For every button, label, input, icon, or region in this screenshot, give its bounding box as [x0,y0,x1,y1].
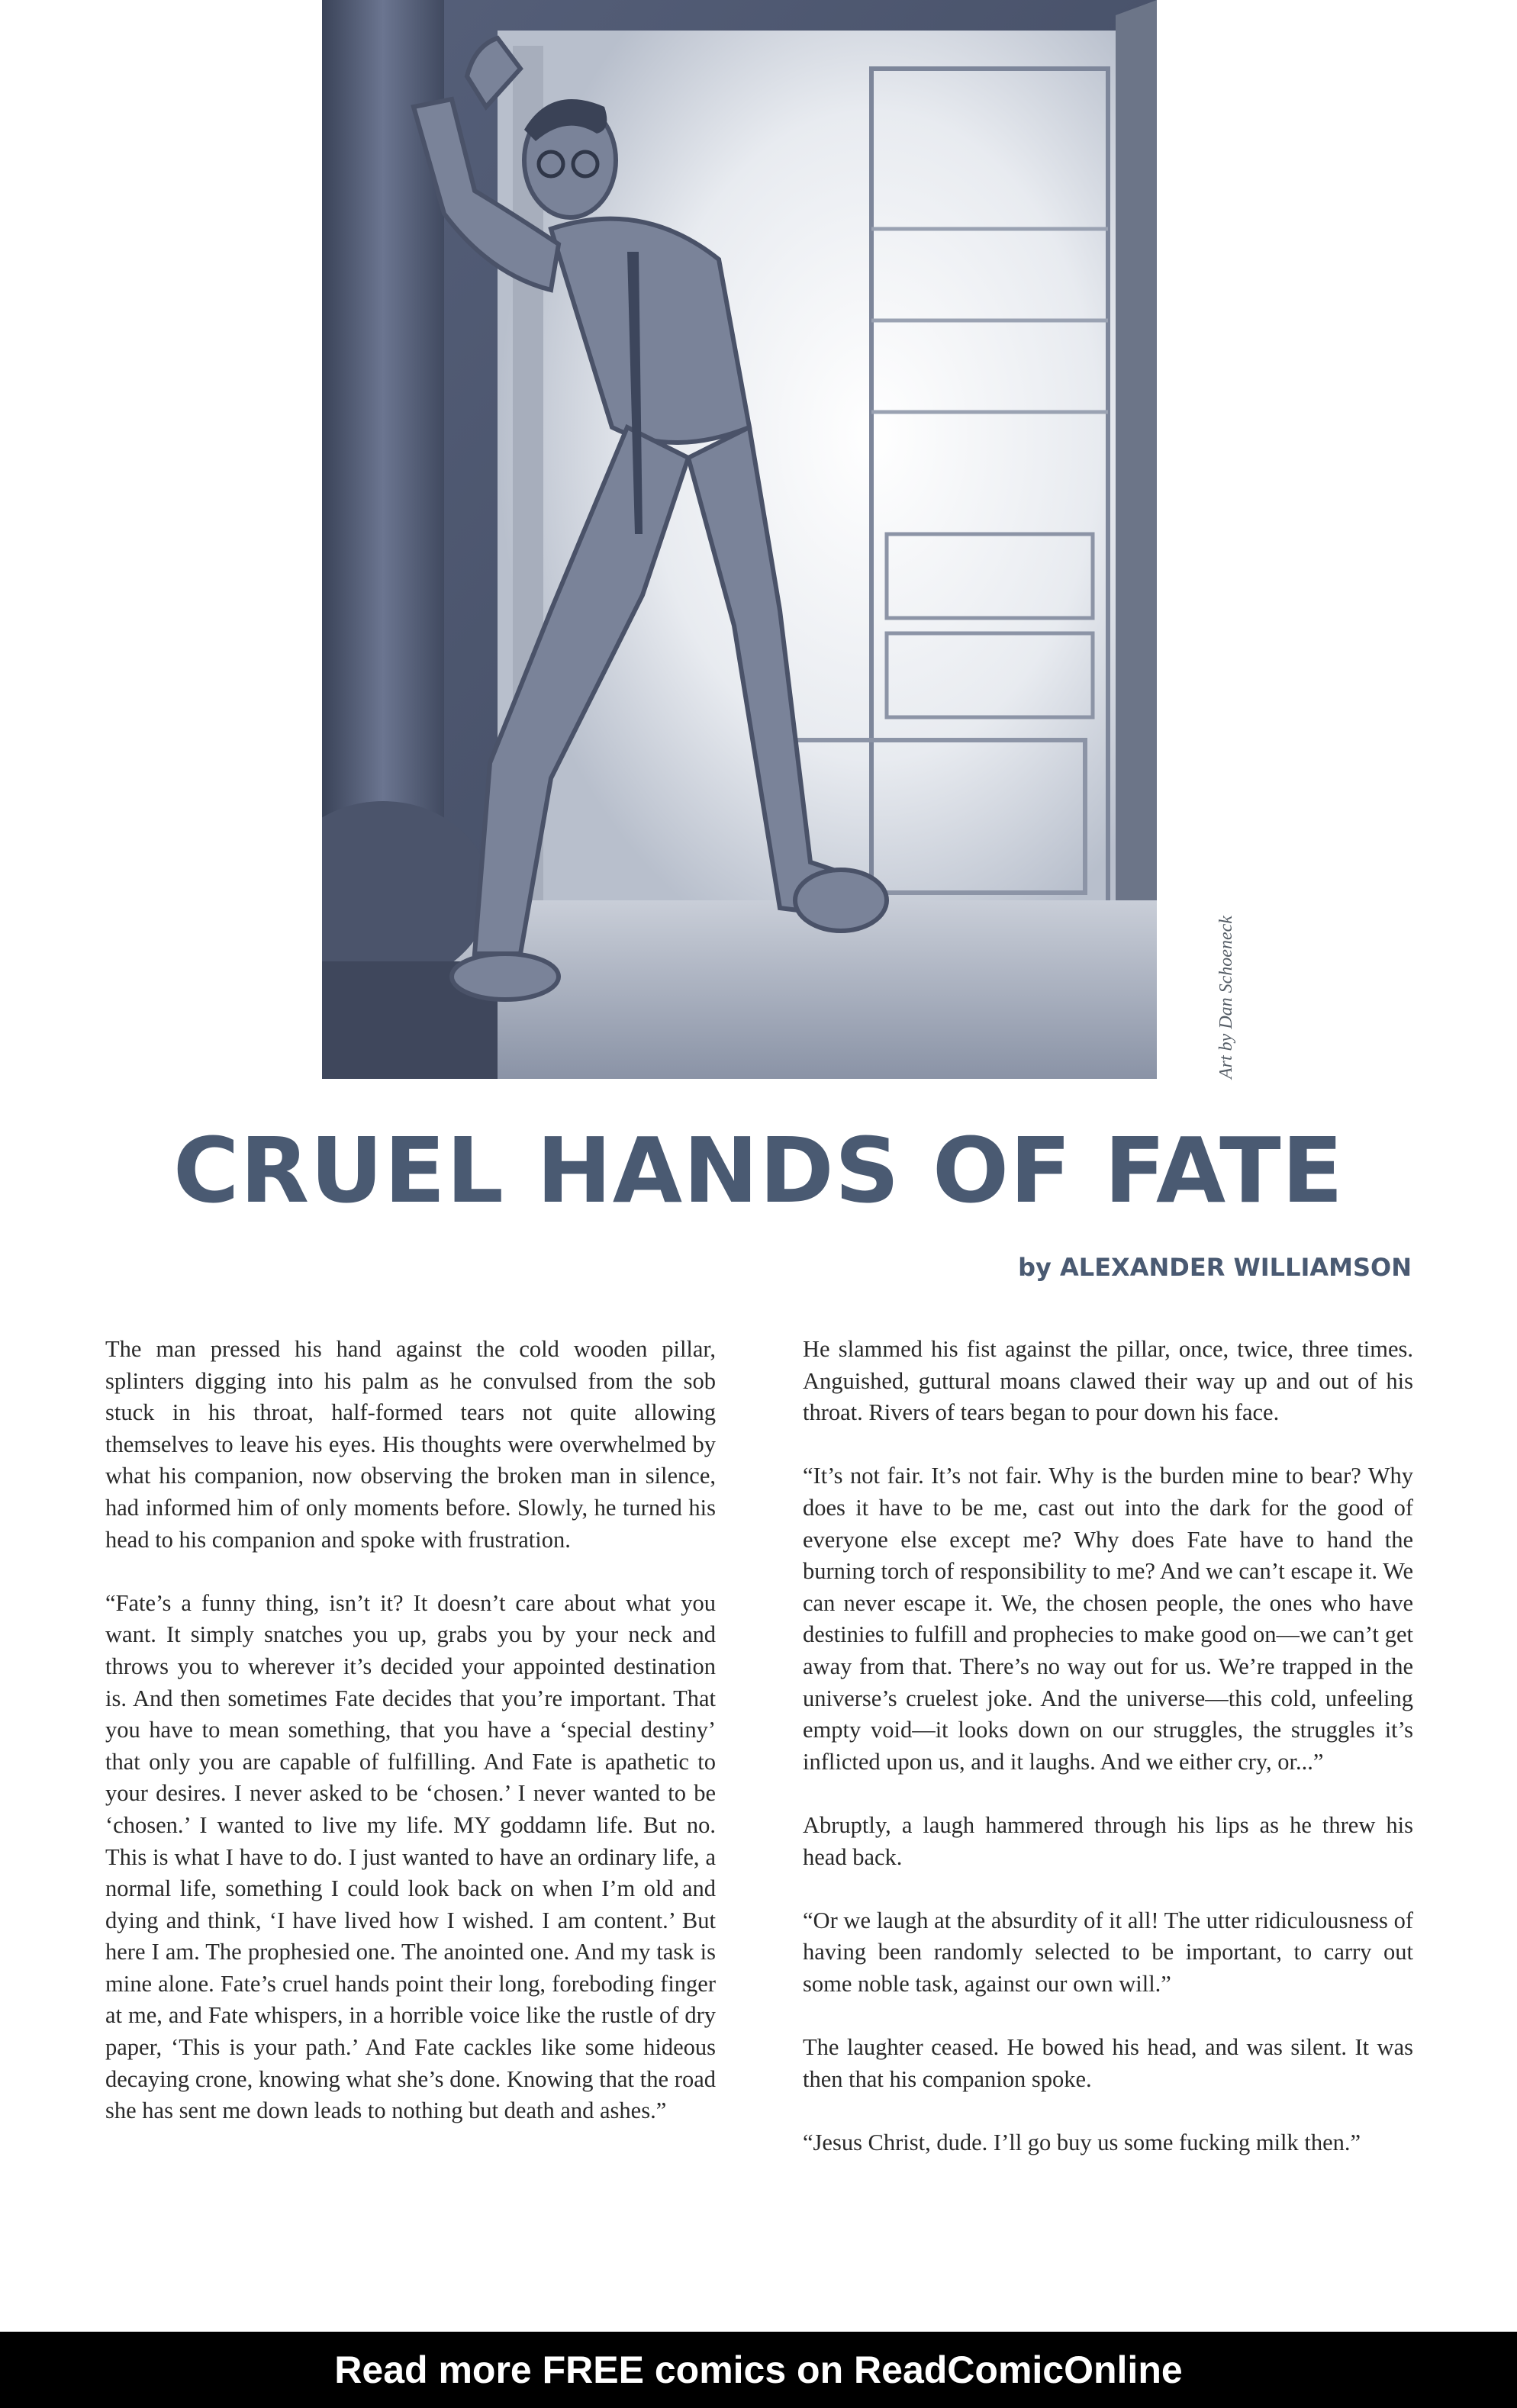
story-paragraph: “Or we laugh at the absurdity of it all! The utter ridiculousness of having been randomly selected to be important, to carry out some noble task, against our own will.” [803,1907,1413,1997]
promo-banner-text[interactable]: Read more FREE comics on ReadComicOnline [334,2348,1183,2391]
story-paragraph: He slammed his fist against the pillar, once, twice, three times. Anguished, guttural moans clawed their way up and out of his throat. Rivers of tears began to pour down his face. [803,1336,1413,1426]
story-paragraph: “It’s not fair. It’s not fair. Why is the burden mine to bear? Why does it have to be me, cast out into the dark for the good of everyone else except me? Why does Fate have to hand the burning torch of responsibility to me? And we can’t escape it. We can never escape it. We, the chosen people, the ones who have destinies to fulfill and prophecies to make good on—we can’t get away from that. There’s no way out for us. We’re trapped in the universe’s cruelest joke. And the universe—this cold, unfeeling empty void—it looks down on our struggles, the struggles it’s inflicted upon us, and it laughs. And we either cry, or...” [803,1463,1413,1775]
story-title: CRUEL HANDS OF FATE [172,1118,1345,1223]
story-paragraph: “Fate’s a funny thing, isn’t it? It doesn’t care about what you want. It simply snatches you up, grabs you by your neck and throws you to wherever it’s decided your appointed destination is. And then sometimes Fate decides that you’re important. That you have to mean something, that you have a ‘special destiny’ that only you are capable of fulfilling. And Fate is apathetic to your desires. I never asked to be ‘chosen.’ I never wanted to be ‘chosen.’ I wanted to live my life. MY goddamn life. But no. This is what I have to do. I just wanted to have an ordinary life, a normal life, something I could look back on when I’m old and dying and think, ‘I have lived how I wished. I am content.’ But here I am. The prophesied one. The anointed one. And my task is mine alone. Fate’s cruel hands point their long, foreboding finger at me, and Fate whispers, in a horrible voice like the rustle of dry paper, ‘This is your path.’ And Fate cackles like some hideous decaying crone, knowing what she’s done. Knowing that the road she has sent me down leads to nothing but death and ashes.” [105,1589,716,2124]
story-paragraph: “Jesus Christ, dude. I’ll go buy us some fucking milk then.” [803,2129,1361,2155]
story-paragraph: Abruptly, a laugh hammered through his lips as he threw his head back. [803,1811,1413,1870]
story-illustration [322,0,1157,1079]
story-byline: by ALEXANDER WILLIAMSON [1018,1253,1412,1282]
man-at-refrigerator-drawing [322,0,1157,1079]
story-column-right [803,1334,1413,2159]
promo-banner[interactable] [0,2332,1517,2408]
art-credit: Art by Dan Schoeneck [1216,916,1236,1079]
story-paragraph: The man pressed his hand against the cold wooden pillar, splinters digging into his palm as he convulsed from the sob stuck in his throat, half-formed tears not quite allowing themselves to leave his eyes. His thoughts were overwhelmed by what his companion, now observing the broken man in silence, had informed him of only moments before. Slowly, he turned his head to his companion and spoke with frustration. [105,1336,716,1553]
story-paragraph: The laughter ceased. He bowed his head, and was silent. It was then that his companion spoke. [803,2034,1413,2092]
story-column-left [105,1334,716,2127]
